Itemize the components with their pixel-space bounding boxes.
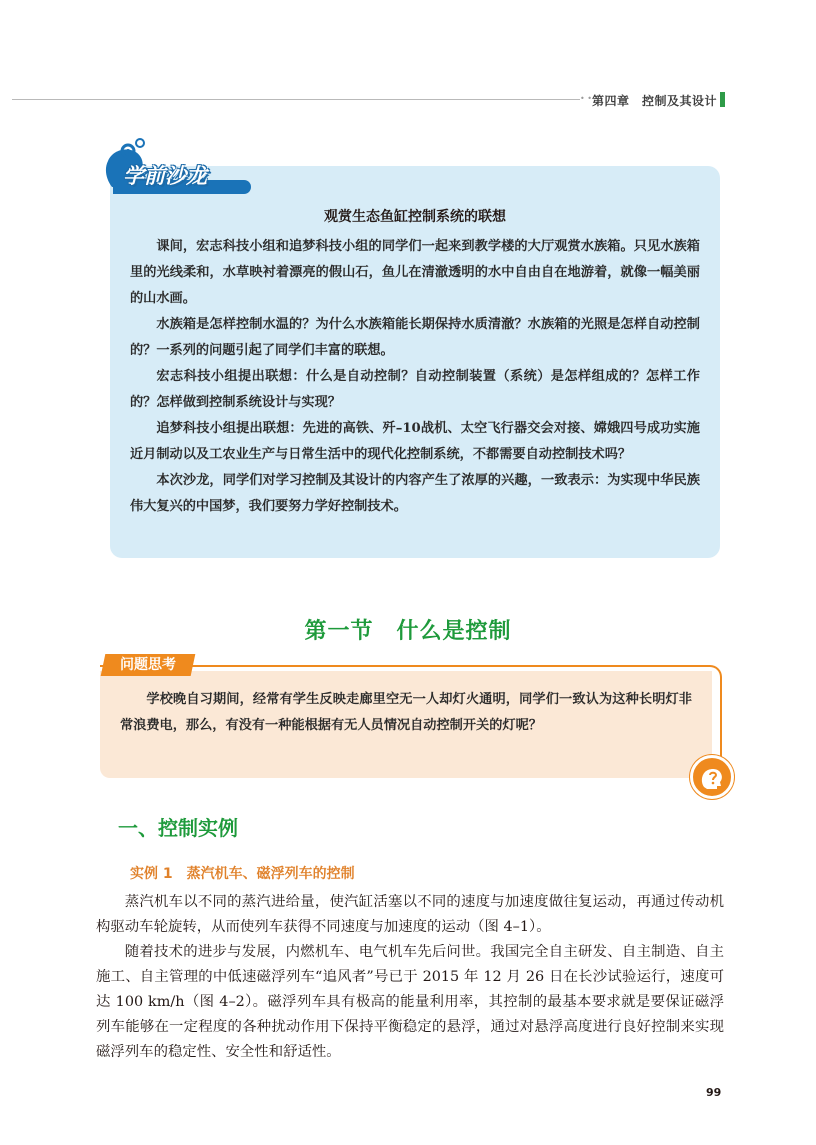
salon-label: 学前沙龙 <box>123 164 207 188</box>
question-text-block <box>120 687 692 739</box>
subsection-title: 一、控制实例 <box>118 816 238 840</box>
salon-body <box>130 234 700 520</box>
head-question-icon <box>690 755 734 799</box>
header-dots: • • <box>580 94 592 103</box>
question-label-text: 问题思考 <box>120 657 176 673</box>
header-rule <box>12 99 580 100</box>
header-accent-bar <box>720 92 725 107</box>
question-label <box>101 654 196 676</box>
salon-paragraph: 本次沙龙，同学们对学习控制及其设计的内容产生了浓厚的兴趣，一致表示：为实现中华民族伟大复兴的中国梦，我们要努力学好控制技术。 <box>130 473 700 514</box>
chapter-header: 第四章 控制及其设计 <box>592 94 718 108</box>
salon-paragraph: 水族箱是怎样控制水温的？为什么水族箱能长期保持水质清澈？水族箱的光照是怎样自动控制的？一系列的问题引起了同学们丰富的联想。 <box>130 317 700 358</box>
example-title: 实例 1 蒸汽机车、磁浮列车的控制 <box>130 866 355 882</box>
body-paragraph: 蒸汽机车以不同的蒸汽进给量，使汽缸活塞以不同的速度与加速度做往复运动，再通过传动机构驱动车轮旋转，从而使列车获得不同速度与加速度的运动（图 4–1）。 <box>96 894 724 935</box>
question-text: 学校晚自习期间，经常有学生反映走廊里空无一人却灯火通明，同学们一致认为这种长明灯非常浪费电，那么，有没有一种能根据有无人员情况自动控制开关的灯呢？ <box>120 692 692 733</box>
example-body <box>96 890 724 1065</box>
section-title: 第一节 什么是控制 <box>304 619 512 644</box>
salon-heading: 观赏生态鱼缸控制系统的联想 <box>324 209 506 225</box>
page-number: 99 <box>706 1086 722 1099</box>
salon-paragraph: 追梦科技小组提出联想：先进的高铁、歼–10战机、太空飞行器交会对接、嫦娥四号成功实施近月制动以及工农业生产与日常生活中的现代化控制系统，不都需要自动控制技术吗？ <box>130 421 700 462</box>
salon-paragraph: 课间，宏志科技小组和追梦科技小组的同学们一起来到教学楼的大厅观赏水族箱。只见水族箱里的光线柔和，水草映衬着漂亮的假山石，鱼儿在清澈透明的水中自由自在地游着，就像一幅美丽的山水画。 <box>130 239 700 306</box>
salon-paragraph: 宏志科技小组提出联想：什么是自动控制？自动控制装置（系统）是怎样组成的？怎样工作的？怎样做到控制系统设计与实现？ <box>130 369 700 410</box>
body-paragraph: 随着技术的进步与发展，内燃机车、电气机车先后问世。我国完全自主研发、自主制造、自主施工、自主管理的中低速磁浮列车“追风者”号已于 2015 年 12 月 26 日在长沙试验运行，速度可达 100 km/h（图 4–2）。磁浮列车具有极高的能量利用率，其控制的最基本要求就是要保证磁浮列车能够在一定程度的各种扰动作用下保持平衡稳定的悬浮，通过对悬浮高度进行良好控制来实现磁浮列车的稳定性、安全性和舒适性。 <box>96 944 724 1060</box>
